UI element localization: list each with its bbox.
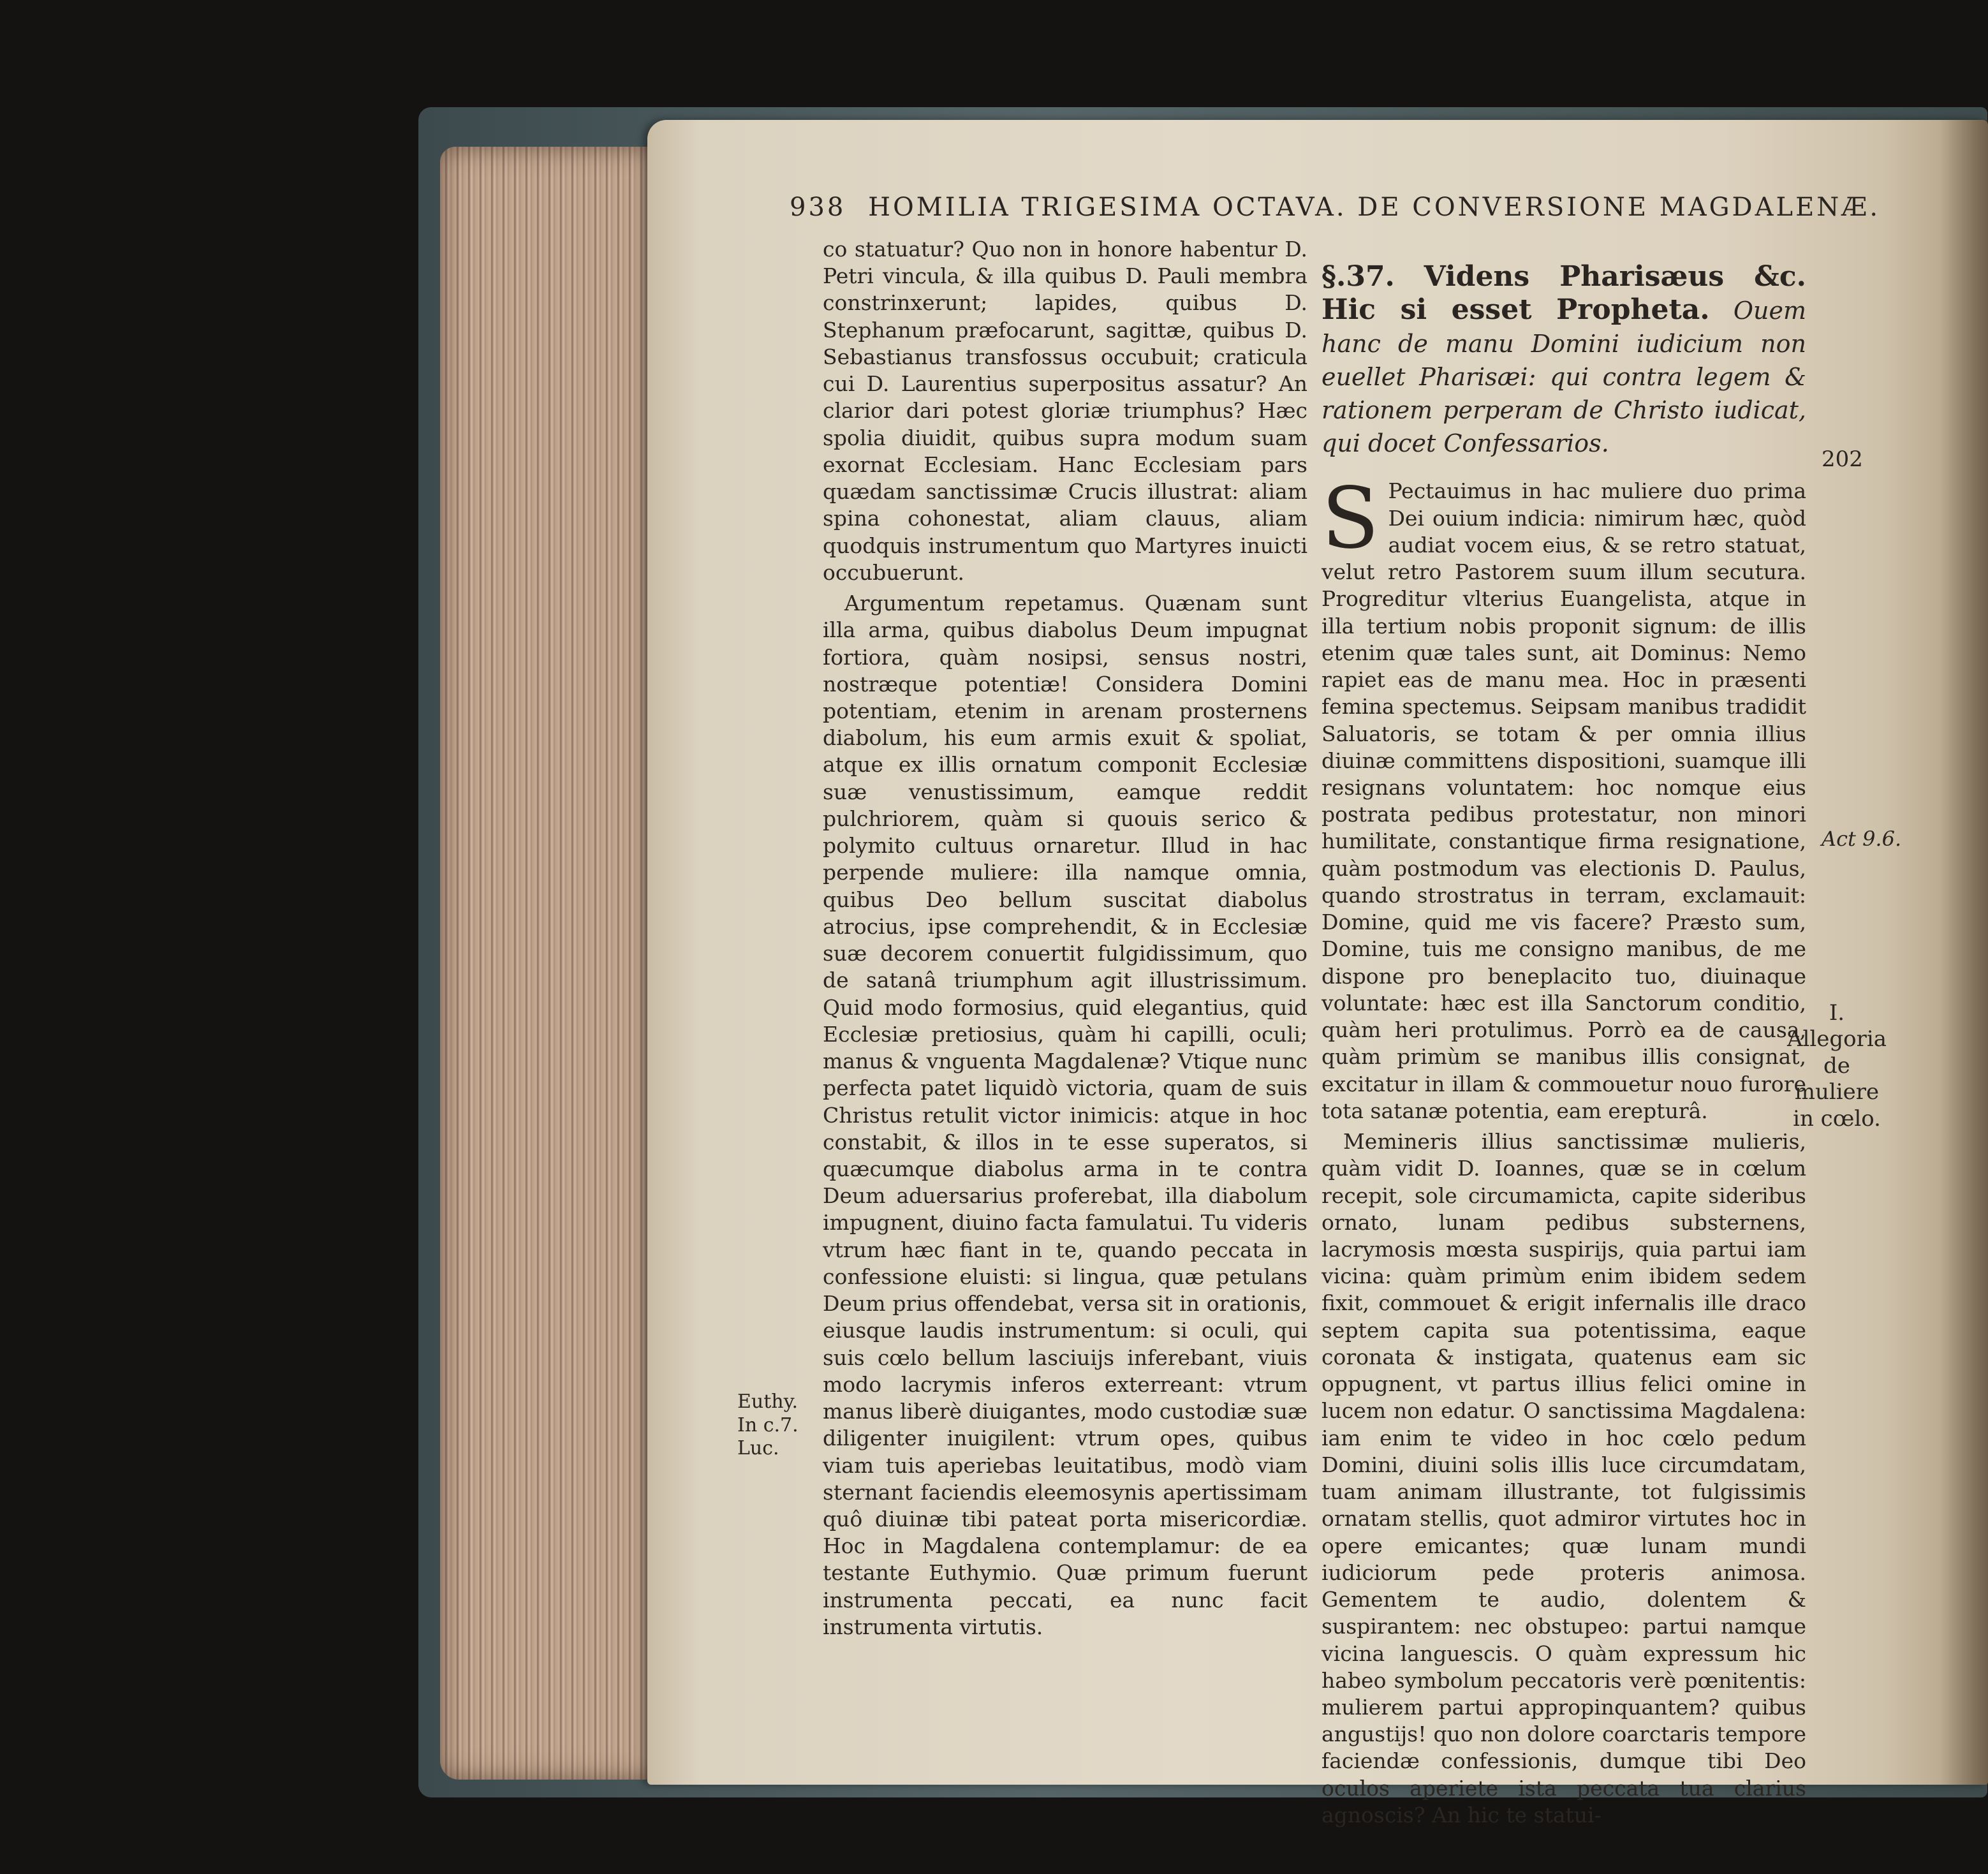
left-paragraph-2: Argumentum repetamus. Quænam sunt illa arma, quibus diabolus Deum impugnat fortiora, quàm nosipsi, sensus nostri, nostræque potentiæ! Considera Domini potentiam, etenim in arenam prosternens diabolum, his eum armis exuit & spoliat, atque ex illis ornatum componit Ecclesiæ suæ venustissimum, eamque reddit pulchriorem, quàm si quouis serico & polymito cultuus ornaretur. Illud in hac perpende muliere: illa namque omnia, quibus Deo bellum suscitat diabolus atrocius, ipse comprehendit, & in Ecclesiæ suæ decorem conuertit fulgidissimum, quo de satanâ triumphum agit illustrissimum. Quid modo formosius, quid elegantius, quid Ecclesiæ pretiosius, quàm hi capilli, oculi; manus & vnguenta Magdalenæ? Vtique nunc perfecta patet liquidò victoria, quam de suis Christus retulit victor inimicis: atque in hoc constabit, & illos in te esse superatos, si quæcumque diabolus arma in te contra Deum aduersarius proferebat, illa diabolum impugnent, diuino facta famulatui. Tu videris vtrum hæc fiant in te, quando peccata in confessione eluisti: si lingua, quæ petulans Deum prius offendebat, versa sit in orationis, eiusque laudis instrumentum: si oculi, qui suis cœlo bellum lasciuijs inferebant, viuis modo lacrymis inferos exterreant: vtrum manus liberè diuigantes, modo custodiæ suæ diligenter inuigilent: vtrum opes, quibus viam tuis aperiebas leuitatibus, modò viam sternant faciendis eleemosynis apertissimam quô diuinæ tibi pateat porta misericordiæ. Hoc in Magdalena contemplamur: de ea testante Euthymio. Quæ primum fuerunt instrumenta peccati, ea nunc facit instrumenta virtutis. — [823, 591, 1307, 1639]
margin-note-page-ref: 202 — [1822, 446, 1863, 472]
right-paragraph-1 — [1322, 469, 1806, 1125]
page-edges — [440, 147, 657, 1780]
drop-cap: S — [1322, 469, 1380, 568]
section-title: Videns Pharisæus &c. Hic si esset Propheta. — [1322, 260, 1806, 326]
section-heading — [1322, 260, 1806, 459]
right-paragraph-2: Memineris illius sanctissimæ mulieris, quàm vidit D. Ioannes, quæ se in cœlum recepit, sole circumamicta, capite sideribus ornato, lunam pedibus substernens, lacrymosis mœsta suspirijs, quia partui iam vicina: quàm primùm enim ibidem sedem fixit, commouet & erigit infernalis ille draco septem capita sua potentissima, eaque coronata & instigata, quatenus eam sic oppugnent, vt partus illius felici omine in lucem non edatur. O sanctissima Magdalena: iam enim te video in hoc cœlo pedum Domini, diuini solis illis luce circumdatam, tuam animam illustrante, tot fulgissimis ornatam stellis, quot admiror virtutes hoc in opere emicantes; quæ lunam mundi iudiciorum pede proteris animosa. Gementem te audio, dolentem & suspirantem: nec obstupeo: partui namque vicina languescis. O quàm expressum hic habeo symbolum peccatoris verè pœnitentis: mulierem partui appropinquantem? quibus angustijs! quo non dolore coarctaris tempore faciendæ confessionis, dumque tibi Deo oculos aperiete ista peccata tua clarius agnoscis? An hic te statui- — [1322, 1129, 1806, 1827]
running-header — [790, 193, 1881, 231]
margin-note-allegory: I. Allegoria de muliere in cœlo. — [1786, 1000, 1887, 1132]
margin-note-euthymius: Euthy. In c.7. Luc. — [737, 1391, 799, 1460]
page-number: 938 — [790, 193, 846, 222]
left-column — [823, 236, 1307, 1639]
running-title: HOMILIA TRIGESIMA OCTAVA. DE CONVERSIONE MAGDALENÆ. — [868, 193, 1881, 222]
section-label: §.37. — [1322, 260, 1395, 293]
gutter-shadow — [1939, 120, 1988, 1785]
section-subtitle: Ouem hanc de manu Domini iudicium non euellet Pharisæi: qui contra legem & rationem perperam de Christo iudicat, qui docet Confessarios. — [1322, 296, 1806, 457]
left-paragraph-1: co statuatur? Quo non in honore habentur D. Petri vincula, & illa quibus D. Pauli membra constrinxerunt; lapides, quibus D. Stephanum præfocarunt, sagittæ, quibus D. Sebastianus transfossus occubuit; craticula cui D. Laurentius superpositus assatur? An clarior dari potest gloriæ triumphus? Hæc spolia diuidit, quibus supra modum suam exornat Ecclesiam. Hanc Ecclesiam pars quædam sanctissimæ Crucis illustrat: aliam spina cohonestat, aliam clauus, aliam quodquis instrumentum quo Martyres inuicti occubuerunt. — [823, 237, 1307, 585]
margin-note-scripture: Act 9.6. — [1822, 827, 1902, 851]
right-column — [1322, 260, 1806, 1827]
right-paragraph-1-text: Pectauimus in hac muliere duo prima Dei ouium indicia: nimirum hæc, quòd audiat vocem eius, & se retro statuat, velut retro Pastorem suum illum secutura. Progreditur vlterius Euangelista, atque in illa tertium nobis proponit signum: de illis etenim quæ tales sunt, ait Dominus: Nemo rapiet eas de manu mea. Hoc in præsenti femina spectemus. Seipsam manibus tradidit Saluatoris, se totam & per omnia illius diuinæ committens dispositioni, suamque illi resignans voluntatem: hoc nomque eius postrata pedibus protestatur, non minori humilitate, constantique firma resignatione, quàm postmodum vas electionis D. Paulus, quando strostratus in terram, exclamauit: Domine, quid me vis facere? Præsto sum, Domine, tuis me consigno manibus, de me dispone pro beneplacito tuo, diuinaque voluntate: hæc est illa Sanctorum conditio, quàm heri protulimus. Porrò ea de causa, quàm primùm se manibus illis consignat, excitatur in illam & commouetur nouo furore tota satanæ potentia, eam erepturâ. — [1322, 478, 1806, 1123]
